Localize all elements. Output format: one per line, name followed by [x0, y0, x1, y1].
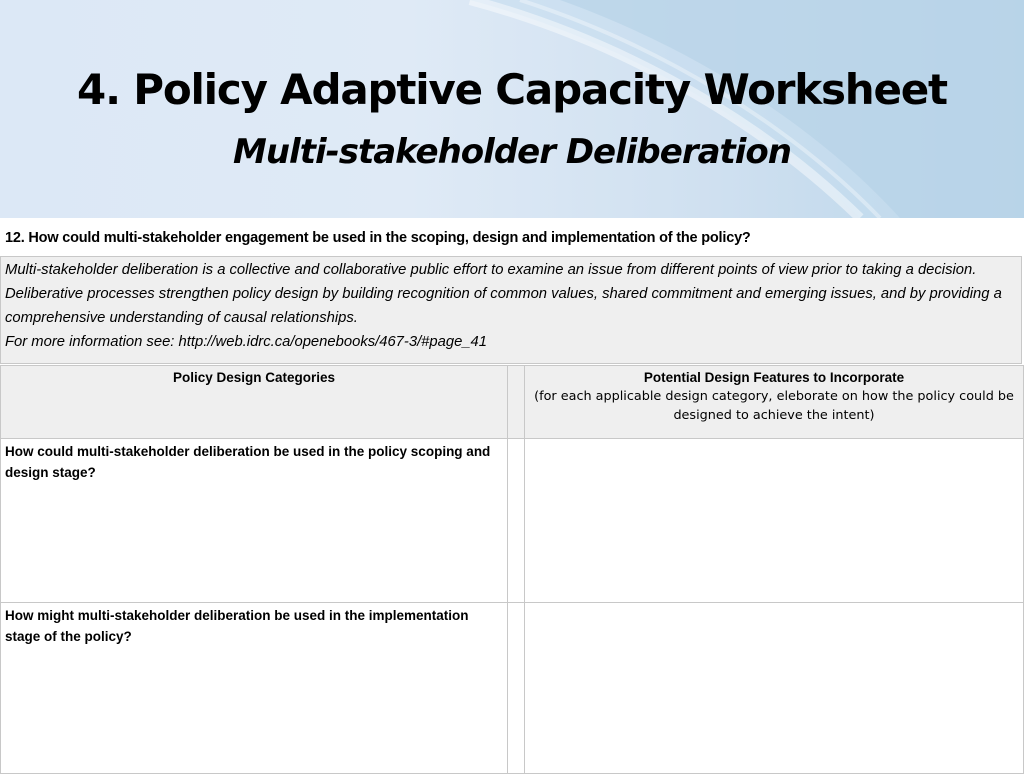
spacer-cell	[508, 603, 525, 774]
table-header-row	[1, 366, 1024, 439]
page-title: 4. Policy Adaptive Capacity Worksheet	[77, 65, 947, 114]
design-table	[0, 365, 1024, 774]
worksheet-question: 12. How could multi-stakeholder engagement be used in the scoping, design and implementation of the policy?	[5, 230, 751, 246]
info-text: Multi-stakeholder deliberation is a collective and collaborative public effort to examine an issue from different points of view prior to taking a decision. Deliberative processes strengthen policy design by building recognition of common values, shared commitment and emerging issues, and by providing a comprehensive understanding of causal relationships.	[5, 262, 1002, 326]
col-header-features-note: (for each applicable design category, eleborate on how the policy could be designed to achieve the intent)	[534, 389, 1014, 423]
col-header-features-title: Potential Design Features to Incorporate	[643, 370, 905, 385]
info-link[interactable]: For more information see: http://web.idrc.ca/openebooks/467-3/#page_41	[5, 334, 488, 350]
row-question-scoping: How could multi-stakeholder deliberation be used in the policy scoping and design stage?	[1, 439, 508, 603]
title-banner	[0, 0, 1024, 218]
row-question-implementation: How might multi-stakeholder deliberation be used in the implementation stage of the policy?	[1, 603, 508, 774]
answer-cell-implementation[interactable]	[525, 603, 1024, 774]
spacer-cell	[508, 366, 525, 439]
info-box	[0, 256, 1022, 364]
col-header-features	[525, 366, 1024, 439]
table-row	[1, 439, 1024, 603]
table-row	[1, 603, 1024, 774]
page-subtitle: Multi-stakeholder Deliberation	[233, 132, 791, 172]
spacer-cell	[508, 439, 525, 603]
answer-cell-scoping[interactable]	[525, 439, 1024, 603]
col-header-categories: Policy Design Categories	[1, 366, 508, 439]
